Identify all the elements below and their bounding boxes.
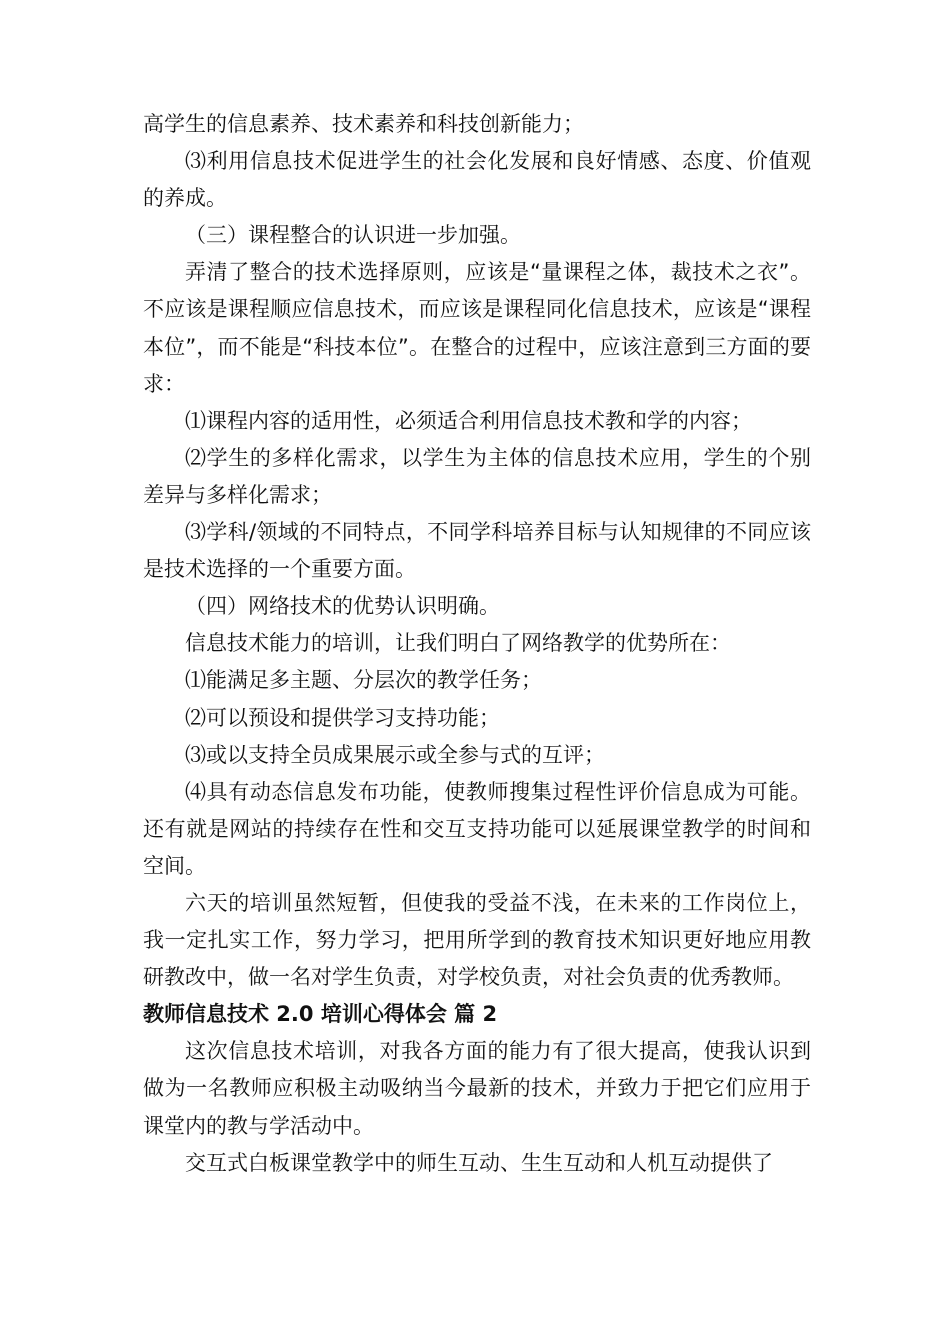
paragraph: ⑶利用信息技术促进学生的社会化发展和良好情感、态度、价值观的养成。 (143, 149, 811, 211)
paragraph: 六天的培训虽然短暂，但使我的受益不浅，在未来的工作岗位上，我一定扎实工作，努力学习，把用所学到的教育技术知识更好地应用教研教改中，做一名对学生负责，对学校负责，对社会负责的优秀教师。 (143, 890, 811, 990)
list-item: ⑴能满足多主题、分层次的教学任务； (185, 668, 542, 693)
document-body (143, 106, 811, 1182)
paragraph: 弄清了整合的技术选择原则，应该是“量课程之体，裁技术之衣”。不应该是课程顺应信息技术，而应该是课程同化信息技术，应该是“课程本位”，而不能是“科技本位”。在整合的过程中，应该注意到三方面的要求： (143, 260, 811, 396)
list-item: ⑶或以支持全员成果展示或全参与式的互评； (185, 742, 605, 767)
paragraph: 高学生的信息素养、技术素养和科技创新能力； (143, 112, 584, 136)
section-heading: （三）课程整合的认识进一步加强。 (185, 223, 521, 248)
list-item: ⑴课程内容的适用性，必须适合利用信息技术教和学的内容； (185, 408, 752, 433)
paragraph: 交互式白板课堂教学中的师生互动、生生互动和人机互动提供了 (185, 1150, 773, 1175)
paragraph: 信息技术能力的培训，让我们明白了网络教学的优势所在： (185, 631, 731, 656)
list-item: ⑵学生的多样化需求，以学生为主体的信息技术应用，学生的个别差异与多样化需求； (143, 445, 811, 507)
section-heading: （四）网络技术的优势认识明确。 (185, 594, 500, 619)
paragraph: 这次信息技术培训，对我各方面的能力有了很大提高，使我认识到做为一名教师应积极主动吸纳当今最新的技术，并致力于把它们应用于课堂内的教与学活动中。 (143, 1039, 811, 1138)
article-title: 教师信息技术 2.0 培训心得体会 篇 2 (143, 1002, 498, 1027)
list-item: ⑷具有动态信息发布功能，使教师搜集过程性评价信息成为可能。还有就是网站的持续存在性和交互支持功能可以延展课堂教学的时间和空间。 (143, 779, 811, 878)
list-item: ⑶学科/领域的不同特点，不同学科培养目标与认知规律的不同应该是技术选择的一个重要方面。 (143, 520, 811, 582)
list-item: ⑵可以预设和提供学习支持功能； (185, 705, 500, 730)
